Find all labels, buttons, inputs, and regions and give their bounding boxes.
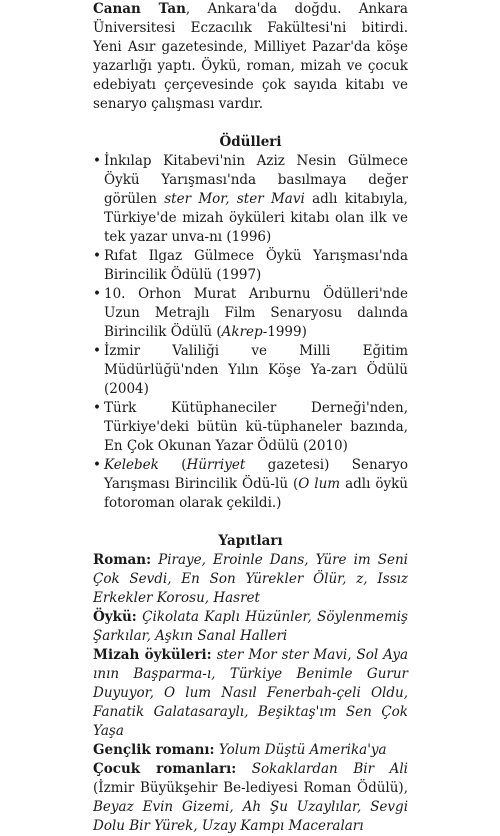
bullet-icon: • xyxy=(93,153,101,169)
story-title: O lum xyxy=(298,476,341,492)
award-text: -1999) xyxy=(262,324,307,340)
works-titles: Yolum Düştü Amerika'ya xyxy=(214,742,387,758)
works-titles: Çikolata Kaplı Hüzünler, Söylenmemiş Şarkılar, Aşkın xyxy=(93,609,408,644)
awards-heading: Ödülleri xyxy=(219,134,282,150)
award-text: nı (1996) xyxy=(209,229,272,245)
award-item xyxy=(93,399,408,456)
award-text: Senaryosu dalında Birincilik Ödülü ( xyxy=(104,305,408,340)
book-title: ster Mor, xyxy=(164,191,230,207)
award-text: Türkiye'de mizah öyküleri kitabı olan ilk ve tek yazar unva- xyxy=(104,210,408,245)
bullet-icon: • xyxy=(93,286,101,302)
award-item xyxy=(93,247,408,285)
award-text: Rıfat Ilgaz Gülmece Öykü Yarışması'nda Birincilik Ödülü xyxy=(104,248,408,283)
book-title: ster Mavi xyxy=(236,191,305,207)
works-label: Çocuk romanları: xyxy=(93,761,237,777)
award-text: İnkılap Kitabevi'nin Aziz Nesin Gülmece Öykü Yarışması'nda xyxy=(104,153,408,188)
award-text: lü ( xyxy=(275,476,299,492)
award-text: basılmaya değer görülen xyxy=(104,172,408,207)
award-text: adlı kitabıyla, xyxy=(312,191,408,207)
works-label: Gençlik romanı: xyxy=(93,742,215,758)
award-text: ( xyxy=(158,457,187,473)
works-label: Roman: xyxy=(93,552,152,568)
works-titles: Piraye, Eroinle Dans, Yüre im Seni Çok Sevdi, En Son xyxy=(93,552,408,587)
works-titles: çeli Oldu, Fanatik Galatasaraylı, Beşiktaş'ım Sen Çok Yaşa xyxy=(93,685,408,739)
works-titles: Beyaz Evin Gizemi, Ah Şu Uzaylılar, xyxy=(93,799,362,815)
awards-list xyxy=(93,152,408,513)
works-oyku xyxy=(93,608,408,646)
works-titles: Sevgi Dolu Bir Yürek, Uzay Kampı Maceraları xyxy=(93,799,409,834)
award-text: zarı Ödülü (2004) xyxy=(104,362,408,397)
author-name: Canan Tan xyxy=(93,1,186,17)
works-titles: ster Mor ster Mavi, Sol Aya ının Başparma- xyxy=(93,647,408,682)
award-text: adlı öykü fotoroman olarak çekildi.) xyxy=(104,476,408,511)
award-text: tüphaneler bazında, En Çok Okunan Yazar Ödülü (2010) xyxy=(104,419,408,454)
works-heading: Yapıtları xyxy=(218,533,283,549)
works-titles: ı, Türkiye Benimle Gurur Duyuyor, O lum Nasıl Fenerbah- xyxy=(93,666,408,701)
works-titles: Sokaklardan Bir Ali xyxy=(236,761,408,777)
magazine-title: Kelebek xyxy=(104,457,159,473)
author-bio xyxy=(93,0,408,114)
works-note: (İzmir Büyükşehir Be- xyxy=(93,780,246,796)
works-roman xyxy=(93,551,408,608)
award-text: 10. Orhon Murat Arıburnu Ödülleri'nde Uzun Metrajlı Film xyxy=(104,286,408,321)
newspaper-title: Hürriyet xyxy=(186,457,246,473)
works-titles: Sanal Halleri xyxy=(197,628,288,644)
award-item xyxy=(93,456,408,513)
works-cocuk xyxy=(93,760,408,836)
works-titles: Yürekler Ölür, z, Issız Erkekler Korosu, Hasret xyxy=(93,571,408,606)
page xyxy=(93,0,408,836)
award-item xyxy=(93,285,408,342)
works-mizah xyxy=(93,646,408,741)
award-text: Türk Kütüphaneciler Derneği'nden, Türkiye'deki bütün kü- xyxy=(104,400,408,435)
works-label: Öykü: xyxy=(93,609,137,625)
award-text: gazetesi) Senaryo Yarışması Birincilik Ödü- xyxy=(104,457,408,492)
award-text: (1997) xyxy=(216,267,262,283)
author-bio-text: , Ankara'da doğdu. Ankara Üniversitesi Eczacılık Fakültesi'ni bitirdi. Yeni Asır gazetesinde, Milliyet Pazar'da köşe yazarlığı yaptı. Öykü, roman, mizah ve çocuk edebiyatı çerçevesinde çok sayıda kitabı ve senaryo çalışması vardır. xyxy=(93,1,408,112)
works-label: Mizah öyküleri: xyxy=(93,647,212,663)
award-text: İzmir Valiliği ve Milli Eğitim Müdürlüğü'nden Yılın Köşe Ya- xyxy=(104,343,408,378)
award-item xyxy=(93,342,408,399)
works-genclik xyxy=(93,741,408,760)
bullet-icon: • xyxy=(93,400,101,416)
award-item xyxy=(93,152,408,247)
film-title: Akrep xyxy=(221,324,263,340)
works-note: lediyesi Roman Ödülü), xyxy=(245,780,408,796)
bullet-icon: • xyxy=(93,457,101,473)
bullet-icon: • xyxy=(93,343,101,359)
works-list xyxy=(93,551,408,836)
bullet-icon: • xyxy=(93,248,101,264)
